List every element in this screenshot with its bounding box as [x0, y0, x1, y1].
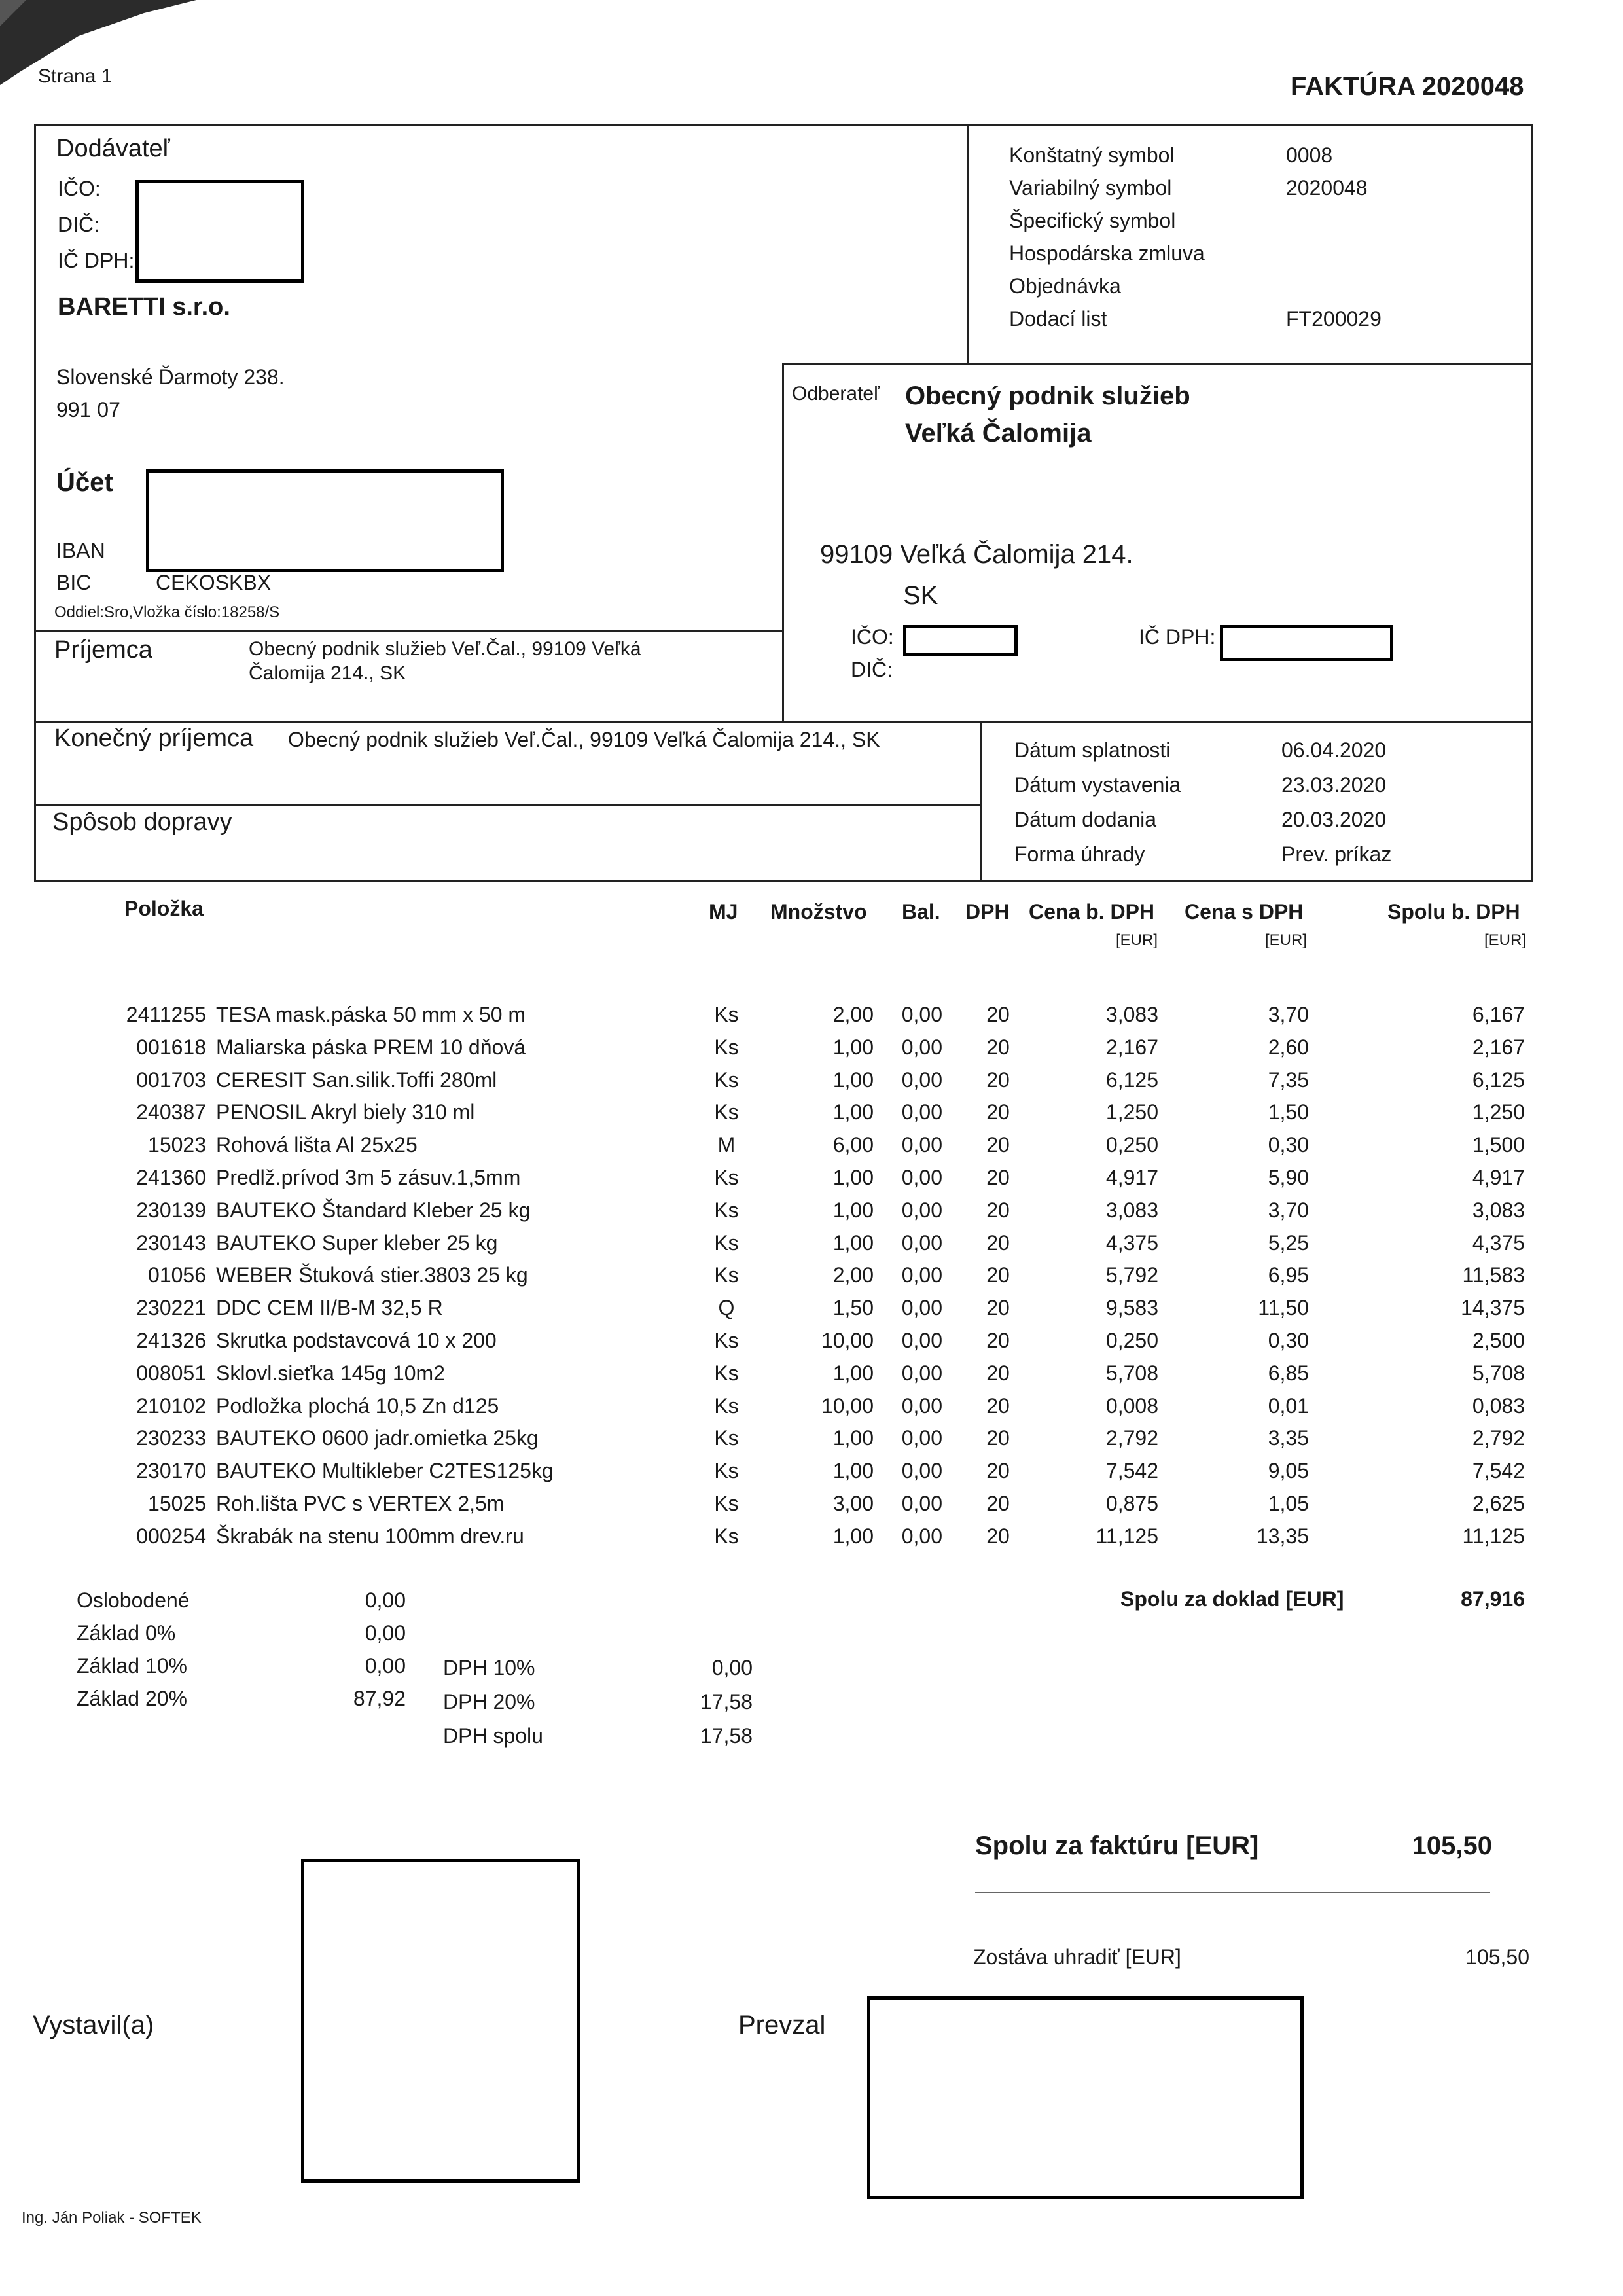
- item-name: BAUTEKO Super kleber 25 kg: [216, 1231, 498, 1255]
- item-price-net: 11,125: [1096, 1524, 1158, 1548]
- zaklad20-value: 87,92: [353, 1687, 406, 1710]
- item-vat-rate: 20: [986, 1426, 1010, 1450]
- supplier-zip: 991 07: [56, 398, 120, 422]
- item-packaging: 0,00: [901, 1361, 942, 1385]
- transport-label: Spôsob dopravy: [52, 808, 232, 836]
- col-price-net-header: Cena b. DPH: [1029, 900, 1155, 924]
- bic-value: CEKOSKBX: [156, 571, 272, 594]
- item-vat-rate: 20: [986, 1263, 1010, 1287]
- item-quantity: 1,00: [832, 1459, 874, 1482]
- symbol-variable-value: 2020048: [1286, 176, 1368, 200]
- item-code: 230143: [136, 1231, 206, 1255]
- item-packaging: 0,00: [901, 1198, 942, 1222]
- item-price-gross: 0,30: [1268, 1133, 1309, 1157]
- oslobodene-value: 0,00: [365, 1588, 406, 1612]
- item-name: Rohová lišta Al 25x25: [216, 1133, 418, 1157]
- item-name: BAUTEKO 0600 jadr.omietka 25kg: [216, 1426, 539, 1450]
- item-price-net: 9,583: [1105, 1296, 1158, 1319]
- item-name: CERESIT San.silik.Toffi 280ml: [216, 1068, 497, 1092]
- item-packaging: 0,00: [901, 1296, 942, 1319]
- table-row: [0, 1100, 1623, 1133]
- item-vat-rate: 20: [986, 1100, 1010, 1124]
- item-total-net: 6,125: [1472, 1068, 1525, 1092]
- zaklad0-value: 0,00: [365, 1621, 406, 1645]
- item-price-net: 0,875: [1105, 1492, 1158, 1515]
- invoice-title: FAKTÚRA 2020048: [1291, 72, 1524, 101]
- item-vat-rate: 20: [986, 1133, 1010, 1157]
- supplier-dic-label: DIČ:: [58, 213, 99, 236]
- item-quantity: 1,00: [832, 1035, 874, 1059]
- symbol-specific-label: Špecifický symbol: [1009, 209, 1176, 232]
- supplier-name: BARETTI s.r.o.: [58, 293, 230, 321]
- item-name: TESA mask.páska 50 mm x 50 m: [216, 1003, 526, 1026]
- customer-name-line2: Veľká Čalomija: [905, 419, 1092, 448]
- item-unit: Ks: [714, 1100, 739, 1124]
- symbol-variable-label: Variabilný symbol: [1009, 176, 1172, 200]
- item-total-net: 2,167: [1472, 1035, 1525, 1059]
- item-name: WEBER Štuková stier.3803 25 kg: [216, 1263, 528, 1287]
- item-name: Maliarska páska PREM 10 dňová: [216, 1035, 526, 1059]
- item-total-net: 4,375: [1472, 1231, 1525, 1255]
- unit-price-gross: [EUR]: [1265, 931, 1308, 949]
- item-total-net: 1,500: [1472, 1133, 1525, 1157]
- item-packaging: 0,00: [901, 1492, 942, 1515]
- table-row: [0, 1166, 1623, 1198]
- dph20-value: 17,58: [700, 1690, 753, 1713]
- item-total-net: 2,625: [1472, 1492, 1525, 1515]
- invoice-total-value: 105,50: [1412, 1831, 1492, 1860]
- item-code: 230233: [136, 1426, 206, 1450]
- col-bal-header: Bal.: [902, 900, 940, 924]
- item-price-net: 2,792: [1105, 1426, 1158, 1450]
- account-redaction: [146, 469, 504, 572]
- item-quantity: 1,00: [832, 1166, 874, 1189]
- vat-values: [654, 1651, 753, 1753]
- item-code: 2411255: [126, 1003, 206, 1026]
- table-row: [0, 1492, 1623, 1524]
- bic-label: BIC: [56, 571, 92, 594]
- item-vat-rate: 20: [986, 1231, 1010, 1255]
- col-total-net-header: Spolu b. DPH: [1387, 900, 1520, 924]
- table-row: [0, 1231, 1623, 1264]
- item-quantity: 3,00: [832, 1492, 874, 1515]
- item-quantity: 1,00: [832, 1068, 874, 1092]
- symbol-specific-value: [1286, 204, 1382, 237]
- final-recipient-value: Obecný podnik služieb Veľ.Čal., 99109 Veľká Čalomija 214., SK: [288, 728, 880, 751]
- issuer-signature-redaction: [301, 1859, 580, 2183]
- item-packaging: 0,00: [901, 1231, 942, 1255]
- item-code: 008051: [136, 1361, 206, 1385]
- item-name: Sklovl.sieťka 145g 10m2: [216, 1361, 445, 1385]
- zaklad0-label: Základ 0%: [77, 1621, 176, 1645]
- issue-date-value: 23.03.2020: [1281, 773, 1387, 797]
- item-packaging: 0,00: [901, 1426, 942, 1450]
- table-row: [0, 1198, 1623, 1231]
- vat-labels: [443, 1651, 543, 1753]
- zaklad10-value: 0,00: [365, 1654, 406, 1677]
- item-price-gross: 3,70: [1268, 1003, 1309, 1026]
- supplier-icdph-label: IČ DPH:: [58, 249, 135, 272]
- order-label: Objednávka: [1009, 274, 1121, 298]
- item-name: PENOSIL Akryl biely 310 ml: [216, 1100, 475, 1124]
- item-total-net: 2,500: [1472, 1329, 1525, 1352]
- recipient-top: [34, 630, 784, 632]
- supplier-register: Oddiel:Sro,Vložka číslo:18258/S: [54, 603, 280, 621]
- item-name: BAUTEKO Multikleber C2TES125kg: [216, 1459, 554, 1482]
- software-credit: Ing. Ján Poliak - SOFTEK: [22, 2209, 202, 2227]
- remaining-value: 105,50: [1465, 1945, 1529, 1969]
- item-name: Roh.lišta PVC s VERTEX 2,5m: [216, 1492, 505, 1515]
- account-label: Účet: [56, 468, 113, 497]
- item-price-net: 3,083: [1105, 1198, 1158, 1222]
- item-total-net: 5,708: [1472, 1361, 1525, 1385]
- date-labels: [1014, 733, 1181, 872]
- item-price-net: 5,792: [1105, 1263, 1158, 1287]
- item-unit: Ks: [714, 1426, 739, 1450]
- frame-left: [34, 124, 36, 882]
- symbol-labels: [1009, 139, 1205, 335]
- item-quantity: 1,50: [832, 1296, 874, 1319]
- customer-box-left: [782, 363, 784, 723]
- item-code: 000254: [136, 1524, 206, 1548]
- item-price-gross: 7,35: [1268, 1068, 1309, 1092]
- item-total-net: 1,250: [1472, 1100, 1525, 1124]
- item-quantity: 1,00: [832, 1100, 874, 1124]
- item-price-net: 4,917: [1105, 1166, 1158, 1189]
- item-unit: Ks: [714, 1524, 739, 1548]
- item-unit: Ks: [714, 1035, 739, 1059]
- item-quantity: 6,00: [832, 1133, 874, 1157]
- item-packaging: 0,00: [901, 1003, 942, 1026]
- page-number: Strana 1: [38, 65, 113, 87]
- item-name: Škrabák na stenu 100mm drev.ru: [216, 1524, 524, 1548]
- col-qty-header: Množstvo: [770, 900, 867, 924]
- item-vat-rate: 20: [986, 1459, 1010, 1482]
- contract-value: [1286, 237, 1382, 270]
- item-unit: Ks: [714, 1166, 739, 1189]
- item-total-net: 3,083: [1472, 1198, 1525, 1222]
- item-price-gross: 6,85: [1268, 1361, 1309, 1385]
- item-unit: Ks: [714, 1263, 739, 1287]
- symbol-constant-label: Konštatný symbol: [1009, 143, 1175, 167]
- item-price-net: 5,708: [1105, 1361, 1158, 1385]
- recipient-line1: Obecný podnik služieb Veľ.Čal., 99109 Veľká: [249, 638, 641, 660]
- dphspolu-label: DPH spolu: [443, 1724, 543, 1748]
- zaklad10-label: Základ 10%: [77, 1654, 187, 1677]
- item-packaging: 0,00: [901, 1100, 942, 1124]
- item-total-net: 0,083: [1472, 1394, 1525, 1418]
- item-unit: Ks: [714, 1459, 739, 1482]
- item-total-net: 2,792: [1472, 1426, 1525, 1450]
- item-code: 15023: [148, 1133, 206, 1157]
- dph20-label: DPH 20%: [443, 1690, 535, 1713]
- due-date-label: Dátum splatnosti: [1014, 738, 1171, 762]
- payment-form-label: Forma úhrady: [1014, 842, 1145, 866]
- customer-dic-label: DIČ:: [851, 658, 893, 681]
- unit-total-net: [EUR]: [1484, 931, 1527, 949]
- item-code: 001618: [136, 1035, 206, 1059]
- col-price-gross-header: Cena s DPH: [1185, 900, 1304, 924]
- item-packaging: 0,00: [901, 1068, 942, 1092]
- item-packaging: 0,00: [901, 1394, 942, 1418]
- item-quantity: 1,00: [832, 1198, 874, 1222]
- item-price-net: 4,375: [1105, 1231, 1158, 1255]
- item-price-gross: 5,25: [1268, 1231, 1309, 1255]
- item-price-net: 0,250: [1105, 1133, 1158, 1157]
- item-vat-rate: 20: [986, 1068, 1010, 1092]
- table-row: [0, 1524, 1623, 1557]
- supplier-street: Slovenské Ďarmoty 238.: [56, 365, 285, 389]
- customer-icdph-label: IČ DPH:: [1139, 625, 1216, 649]
- item-packaging: 0,00: [901, 1035, 942, 1059]
- contract-label: Hospodárska zmluva: [1009, 242, 1205, 265]
- table-row: [0, 1068, 1623, 1101]
- item-vat-rate: 20: [986, 1329, 1010, 1352]
- item-packaging: 0,00: [901, 1459, 942, 1482]
- item-price-gross: 0,30: [1268, 1329, 1309, 1352]
- dph10-value: 0,00: [711, 1656, 753, 1679]
- item-price-gross: 11,50: [1258, 1296, 1309, 1319]
- table-row: [0, 1426, 1623, 1459]
- table-row: [0, 1361, 1623, 1394]
- item-price-gross: 2,60: [1268, 1035, 1309, 1059]
- item-vat-rate: 20: [986, 1035, 1010, 1059]
- item-price-net: 1,250: [1105, 1100, 1158, 1124]
- item-quantity: 2,00: [832, 1263, 874, 1287]
- item-unit: Ks: [714, 1068, 739, 1092]
- table-row: [0, 1263, 1623, 1296]
- item-quantity: 10,00: [821, 1329, 874, 1352]
- item-price-gross: 1,05: [1268, 1492, 1309, 1515]
- vat-base-labels: [77, 1584, 190, 1715]
- table-row: [0, 1394, 1623, 1427]
- item-total-net: 14,375: [1461, 1296, 1525, 1319]
- item-vat-rate: 20: [986, 1198, 1010, 1222]
- delivery-note-label: Dodací list: [1009, 307, 1107, 331]
- item-price-gross: 1,50: [1268, 1100, 1309, 1124]
- item-unit: Ks: [714, 1361, 739, 1385]
- item-name: Skrutka podstavcová 10 x 200: [216, 1329, 497, 1352]
- item-total-net: 11,583: [1462, 1263, 1525, 1287]
- item-unit: Q: [718, 1296, 735, 1319]
- item-code: 240387: [136, 1100, 206, 1124]
- item-code: 210102: [136, 1394, 206, 1418]
- table-row: [0, 1035, 1623, 1068]
- final-recipient-label: Konečný príjemca: [54, 725, 254, 752]
- final-recipient-top: [34, 721, 1533, 723]
- item-price-gross: 3,35: [1268, 1426, 1309, 1450]
- item-price-gross: 9,05: [1268, 1459, 1309, 1482]
- col-mj-header: MJ: [709, 900, 738, 924]
- table-row: [0, 1003, 1623, 1035]
- item-packaging: 0,00: [901, 1166, 942, 1189]
- item-unit: Ks: [714, 1231, 739, 1255]
- item-quantity: 1,00: [832, 1426, 874, 1450]
- symbol-values: [1286, 139, 1382, 335]
- item-quantity: 2,00: [832, 1003, 874, 1026]
- item-vat-rate: 20: [986, 1524, 1010, 1548]
- item-vat-rate: 20: [986, 1296, 1010, 1319]
- recipient-label: Príjemca: [54, 636, 152, 664]
- item-packaging: 0,00: [901, 1263, 942, 1287]
- item-quantity: 10,00: [821, 1394, 874, 1418]
- item-code: 241360: [136, 1166, 206, 1189]
- frame-top: [34, 124, 1533, 126]
- item-unit: Ks: [714, 1003, 739, 1026]
- item-price-gross: 6,95: [1268, 1263, 1309, 1287]
- delivery-date-value: 20.03.2020: [1281, 808, 1387, 831]
- supplier-ids-redaction: [135, 180, 304, 283]
- dph10-label: DPH 10%: [443, 1656, 535, 1679]
- item-price-gross: 3,70: [1268, 1198, 1309, 1222]
- date-values: [1281, 733, 1391, 872]
- item-code: 01056: [148, 1263, 206, 1287]
- item-vat-rate: 20: [986, 1394, 1010, 1418]
- customer-icdph-redaction: [1220, 625, 1393, 661]
- item-vat-rate: 20: [986, 1492, 1010, 1515]
- table-row: [0, 1329, 1623, 1361]
- item-price-gross: 0,01: [1268, 1394, 1309, 1418]
- item-price-net: 7,542: [1105, 1459, 1158, 1482]
- item-code: 241326: [136, 1329, 206, 1352]
- item-quantity: 1,00: [832, 1231, 874, 1255]
- item-quantity: 1,00: [832, 1361, 874, 1385]
- customer-ico-redaction: [903, 625, 1018, 656]
- dates-left: [980, 721, 982, 882]
- vat-base-values: [314, 1584, 406, 1715]
- total-divider: [975, 1892, 1490, 1893]
- item-price-gross: 5,90: [1268, 1166, 1309, 1189]
- order-value: [1286, 270, 1382, 302]
- frame-mid-vertical: [967, 124, 969, 365]
- item-code: 230170: [136, 1459, 206, 1482]
- symbol-constant-value: 0008: [1286, 143, 1333, 167]
- item-name: BAUTEKO Štandard Kleber 25 kg: [216, 1198, 531, 1222]
- item-code: 001703: [136, 1068, 206, 1092]
- item-packaging: 0,00: [901, 1524, 942, 1548]
- item-price-net: 2,167: [1105, 1035, 1158, 1059]
- item-unit: M: [717, 1133, 736, 1157]
- customer-box-top: [782, 363, 1533, 365]
- invoice-total-label: Spolu za faktúru [EUR]: [975, 1831, 1259, 1860]
- item-price-gross: 13,35: [1256, 1524, 1309, 1548]
- item-code: 230221: [136, 1296, 206, 1319]
- item-quantity: 1,00: [832, 1524, 874, 1548]
- table-row: [0, 1459, 1623, 1492]
- unit-price-net: [EUR]: [1116, 931, 1158, 949]
- item-code: 230139: [136, 1198, 206, 1222]
- item-vat-rate: 20: [986, 1166, 1010, 1189]
- customer-name-line1: Obecný podnik služieb: [905, 382, 1190, 410]
- item-name: Predlž.prívod 3m 5 zásuv.1,5mm: [216, 1166, 521, 1189]
- item-vat-rate: 20: [986, 1003, 1010, 1026]
- delivery-date-label: Dátum dodania: [1014, 808, 1157, 831]
- item-code: 15025: [148, 1492, 206, 1515]
- delivery-note-value: FT200029: [1286, 307, 1382, 331]
- customer-country: SK: [903, 581, 938, 610]
- payment-form-value: Prev. príkaz: [1281, 842, 1392, 866]
- frame-bottom: [34, 880, 1533, 882]
- zaklad20-label: Základ 20%: [77, 1687, 187, 1710]
- recipient-line2: Čalomija 214., SK: [249, 662, 406, 684]
- customer-label: Odberateľ: [792, 383, 880, 404]
- item-price-net: 3,083: [1105, 1003, 1158, 1026]
- table-row: [0, 1133, 1623, 1166]
- item-total-net: 4,917: [1472, 1166, 1525, 1189]
- issue-date-label: Dátum vystavenia: [1014, 773, 1181, 797]
- item-unit: Ks: [714, 1198, 739, 1222]
- doc-total-label: Spolu za doklad [EUR]: [1120, 1587, 1344, 1611]
- due-date-value: 06.04.2020: [1281, 738, 1387, 762]
- item-total-net: 7,542: [1472, 1459, 1525, 1482]
- col-dph-header: DPH: [965, 900, 1010, 924]
- doc-total-value: 87,916: [1461, 1587, 1525, 1611]
- received-by-label: Prevzal: [738, 2011, 826, 2039]
- supplier-ico-label: IČO:: [58, 177, 101, 200]
- iban-label: IBAN: [56, 539, 105, 562]
- item-unit: Ks: [714, 1492, 739, 1515]
- item-unit: Ks: [714, 1329, 739, 1352]
- item-price-net: 0,008: [1105, 1394, 1158, 1418]
- dphspolu-value: 17,58: [700, 1724, 753, 1748]
- item-price-net: 0,250: [1105, 1329, 1158, 1352]
- item-name: DDC CEM II/B-M 32,5 R: [216, 1296, 443, 1319]
- transport-top: [34, 804, 982, 806]
- oslobodene-label: Oslobodené: [77, 1588, 190, 1612]
- remaining-label: Zostáva uhradiť [EUR]: [973, 1945, 1181, 1969]
- item-total-net: 6,167: [1472, 1003, 1525, 1026]
- customer-address: 99109 Veľká Čalomija 214.: [820, 540, 1133, 569]
- item-name: Podložka plochá 10,5 Zn d125: [216, 1394, 499, 1418]
- frame-right: [1531, 124, 1533, 882]
- receiver-signature-redaction: [867, 1996, 1304, 2199]
- item-total-net: 11,125: [1462, 1524, 1525, 1548]
- item-price-net: 6,125: [1105, 1068, 1158, 1092]
- customer-ico-label: IČO:: [851, 625, 894, 649]
- item-unit: Ks: [714, 1394, 739, 1418]
- item-packaging: 0,00: [901, 1133, 942, 1157]
- issued-by-label: Vystavil(a): [33, 2011, 154, 2039]
- table-row: [0, 1296, 1623, 1329]
- col-item-header: Položka: [124, 897, 204, 920]
- supplier-heading: Dodávateľ: [56, 135, 170, 162]
- item-packaging: 0,00: [901, 1329, 942, 1352]
- item-vat-rate: 20: [986, 1361, 1010, 1385]
